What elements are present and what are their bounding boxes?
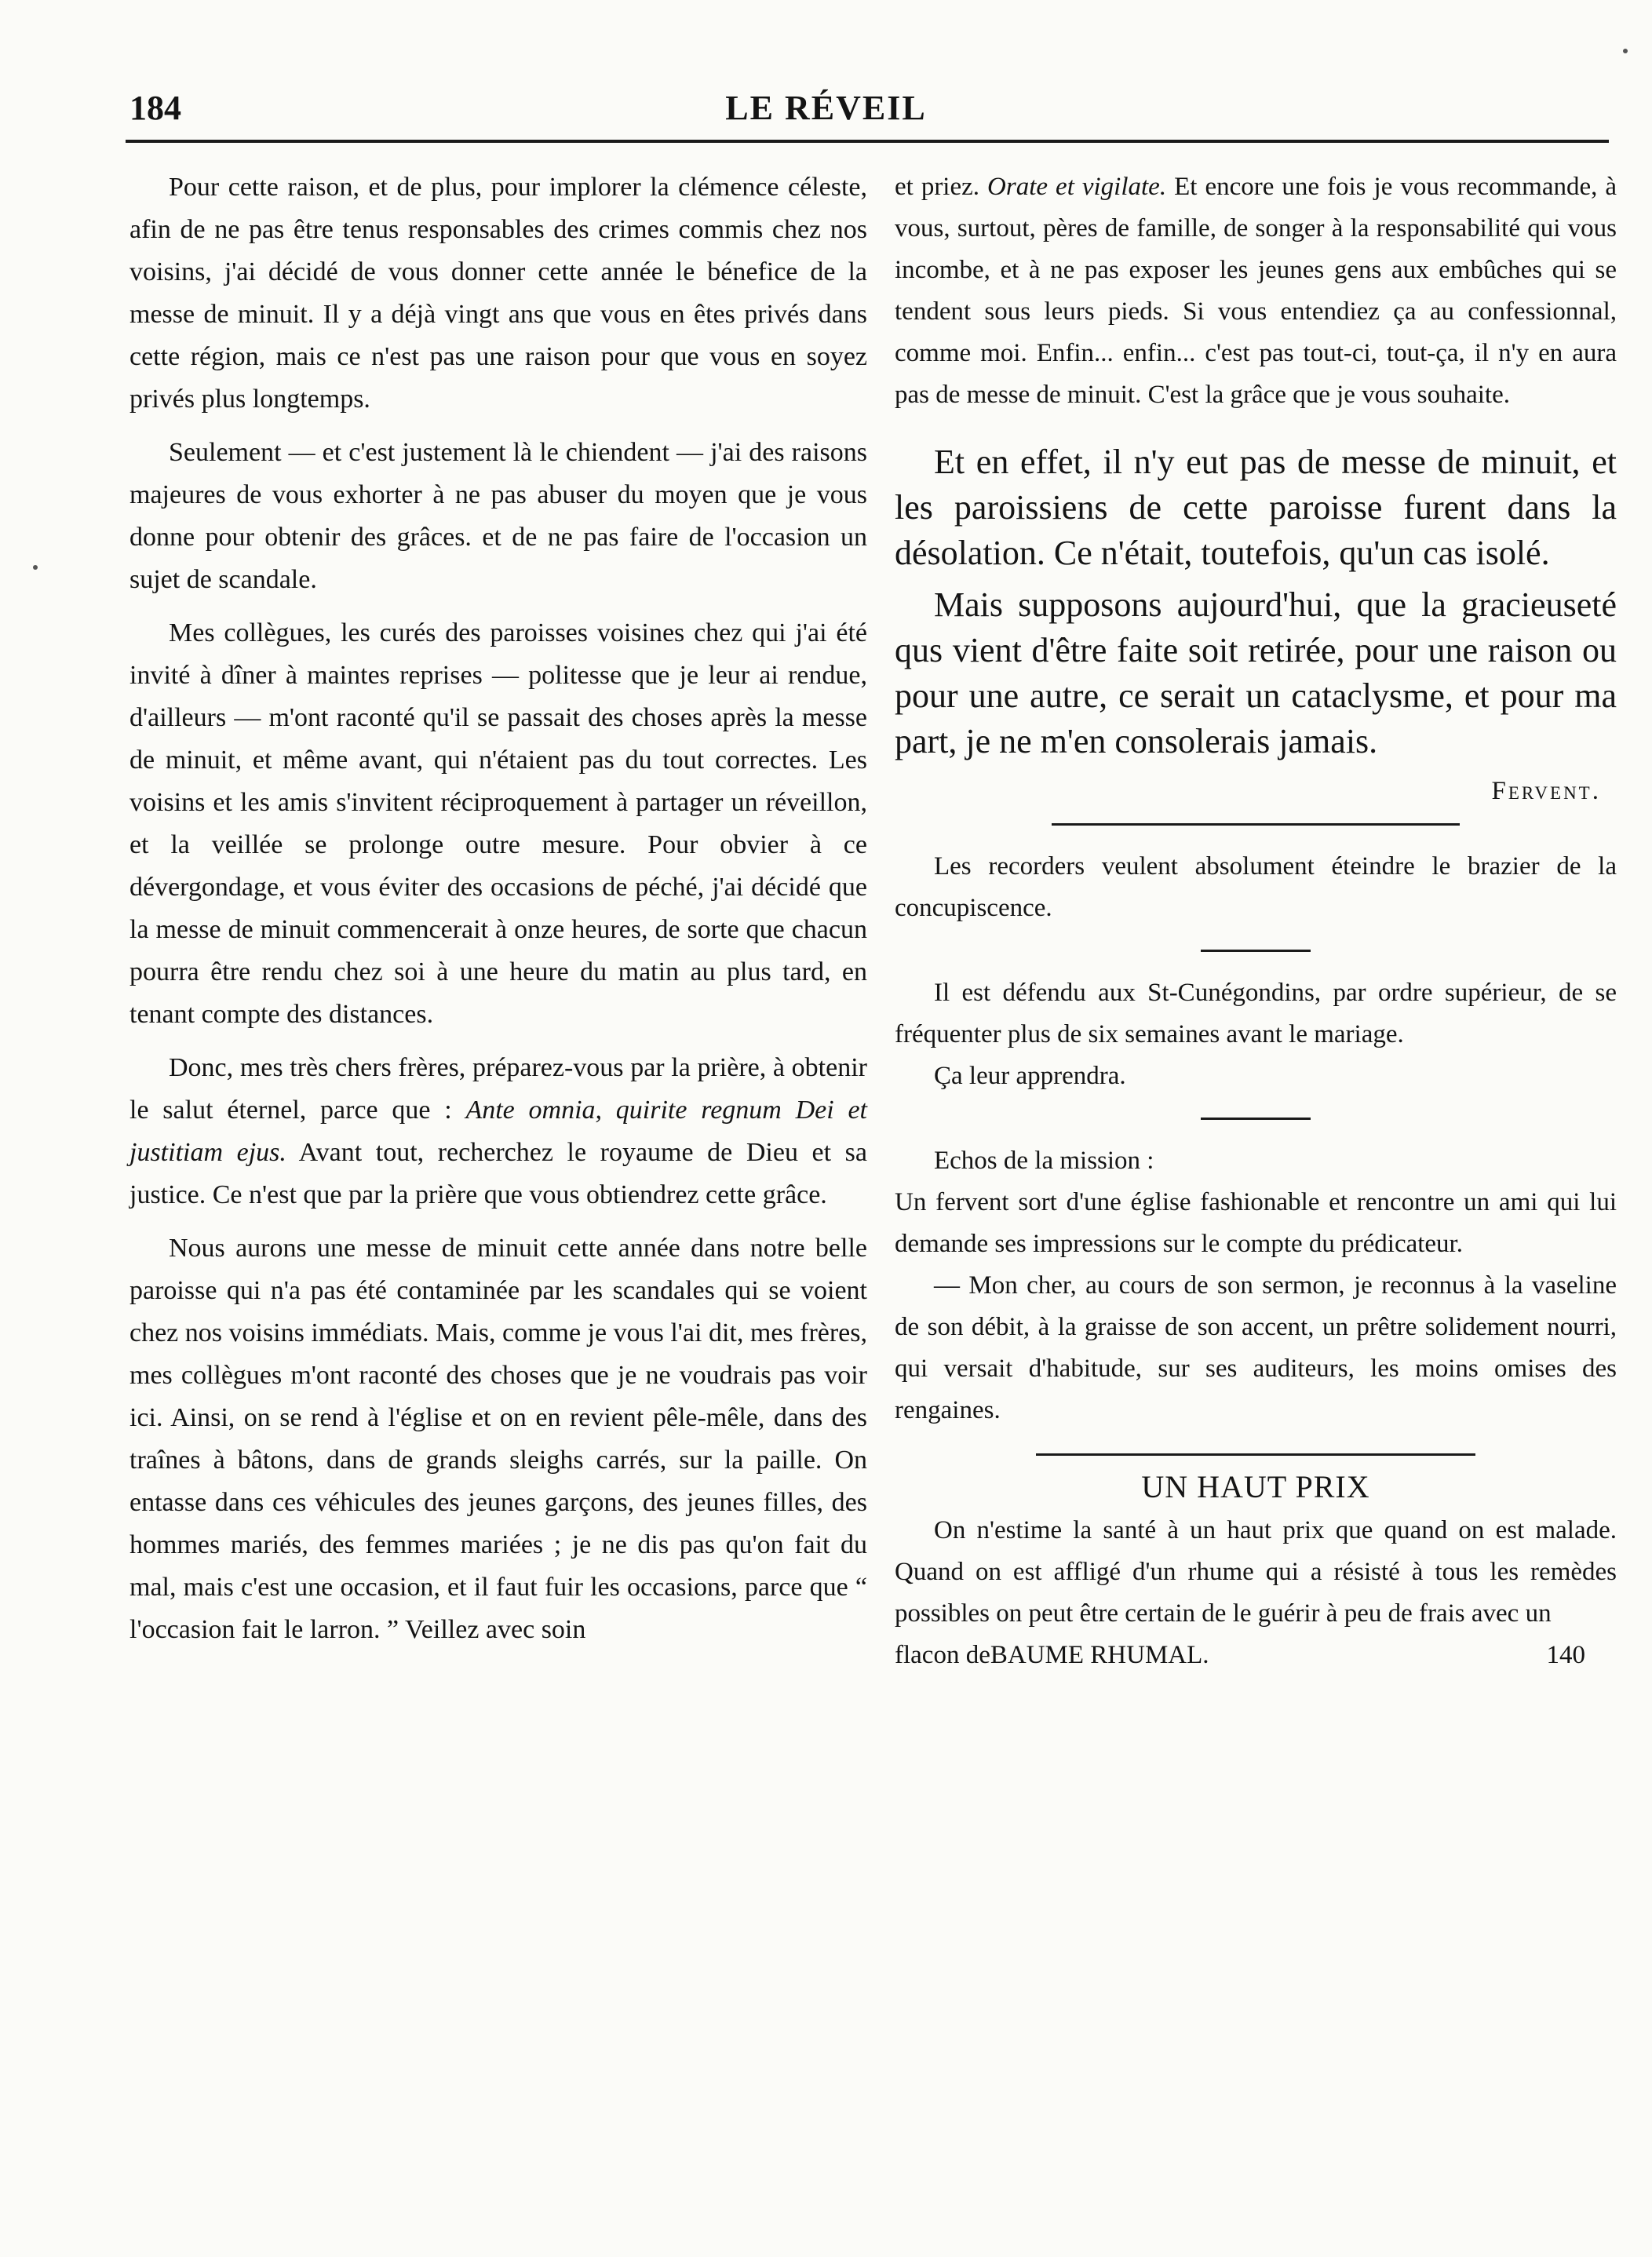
paragraph: Les recorders veulent absolument éteindre le brazier de la concupiscence. [895, 852, 1617, 922]
right-column [895, 166, 1617, 1676]
paragraph [129, 1047, 867, 1216]
margin-mark [1623, 49, 1628, 53]
paragraph: Ça leur apprendra. [934, 1062, 1126, 1090]
paragraph: Et en effet, il n'y eut pas de messe de minuit, et les paroissiens de cette paroisse furent dans la désolation. Ce n'était, toutefois, qu'un cas isolé. [895, 443, 1617, 572]
section-rule [1201, 950, 1311, 952]
text-run: et priez. [895, 173, 980, 201]
section-rule [1201, 1118, 1311, 1120]
section-rule [1052, 823, 1460, 826]
latin-quote: Ante omnia, quirite regnum Dei et justitiam ejus. [129, 1096, 867, 1167]
paragraph: — Mon cher, au cours de son sermon, je reconnus à la vaseline de son débit, à la graisse de son accent, un prêtre solidement nourri, qui versait d'habitude, sur ses auditeurs, les moins omises des rengaines. [895, 1271, 1617, 1424]
header-rule [126, 140, 1609, 143]
paragraph: Pour cette raison, et de plus, pour implorer la clémence céleste, afin de ne pas être tenus responsables des crimes commis chez nos voisins, j'ai décidé de vous donner cette année le bénefice de la messe de minuit. Il y a déjà vingt ans que vous en êtes privés dans cette région, mais ce n'est pas une raison pour que vous en soyez privés plus longtemps. [129, 173, 867, 414]
text-run: Et encore une fois je vous recommande, à vous, surtout, pères de famille, de songer à la responsabilité qui vous incombe, et à ne pas exposer les jeunes gens aux embûches qui se tendent sous leurs pieds. Si vous entendiez ça au confessionnal, comme moi. Enfin... enfin... c'est pas tout-ci, tout-ça, il n'y en aura pas de messe de minuit. C'est la grâce que je vous souhaite. [895, 173, 1617, 409]
ad-last-line [895, 1635, 1617, 1676]
text-run: Avant tout, recherchez le royaume de Dieu et sa justice. Ce n'est que par la prière que vous obtiendrez cette grâce. [129, 1138, 867, 1209]
section-rule [1036, 1453, 1475, 1456]
latin-quote: Orate et vigilate. [987, 173, 1167, 201]
paragraph: Un fervent sort d'une église fashionable et rencontre un ami qui lui demande ses impressions sur le compte du prédicateur. [895, 1188, 1617, 1258]
ad-title: UN HAUT PRIX [1141, 1469, 1370, 1504]
running-title: LE RÉVEIL [725, 89, 927, 127]
signature: Fervent. [1491, 777, 1601, 805]
paragraph: Il est défendu aux St-Cunégondins, par ordre supérieur, de se fréquenter plus de six semaines avant le mariage. [895, 979, 1617, 1048]
page-number: 184 [129, 89, 181, 127]
paragraph: Mes collègues, les curés des paroisses voisines chez qui j'ai été invité à dîner à maintes reprises — politesse que je leur ai rendue, d'ailleurs — m'ont raconté qu'il se passait des choses après la messe de minuit, et même avant, qui n'étaient pas du tout correctes. Les voisins et les amis s'invitent réciproquement à partager un réveillon, et la veillée se prolonge outre mesure. Pour obvier à ce dévergondage, et vous éviter des occasions de péché, j'ai décidé que la messe de minuit commencerait à onze heures, de sorte que chacun pourra être rendu chez soi à une heure du matin au plus tard, en tenant compte des distances. [129, 618, 867, 1029]
text-run: Donc, mes très chers frères, préparez-vous par la prière, à obtenir le salut éternel, parce que : [129, 1053, 867, 1125]
paragraph: Seulement — et c'est justement là le chiendent — j'ai des raisons majeures de vous exhorter à ne pas abuser du moyen que je vous donne pour obtenir des grâces. et de ne pas faire de l'occasion un sujet de scandale. [129, 438, 867, 594]
ad-number: 140 [1546, 1641, 1585, 1669]
margin-mark [33, 565, 38, 570]
ad-product: flacon deBAUME RHUMAL. [895, 1641, 1209, 1669]
ad-text: On n'estime la santé à un haut prix que quand on est malade. Quand on est affligé d'un rhume qui a résisté à tous les remèdes possibles on peut être certain de le guérir à peu de frais avec un [895, 1516, 1617, 1628]
paragraph: Mais supposons aujourd'hui, que la gracieuseté qus vient d'être faite soit retirée, pour une raison ou pour une autre, ce serait un cataclysme, et pour ma part, je ne m'en consolerais jamais. [895, 585, 1617, 760]
paragraph [895, 166, 1617, 416]
paragraph: Echos de la mission : [934, 1147, 1154, 1175]
left-column [129, 166, 867, 1662]
paragraph: Nous aurons une messe de minuit cette année dans notre belle paroisse qui n'a pas été contaminée par les scandales qui se voient chez nos voisins immédiats. Mais, comme je vous l'ai dit, mes frères, mes collègues m'ont raconté des choses que je ne voudrais pas voir ici. Ainsi, on se rend à l'église et on en revient pêle-mêle, dans des traînes à bâtons, dans de grands sleighs carrés, sur la paille. On entasse dans ces véhicules des jeunes garçons, des jeunes filles, des hommes mariés, des femmes mariées ; je ne dis pas qu'on fait du mal, mais c'est une occasion, et il faut fuir les occasions, parce que “ l'occasion fait le larron. ” Veillez avec soin [129, 1234, 867, 1644]
